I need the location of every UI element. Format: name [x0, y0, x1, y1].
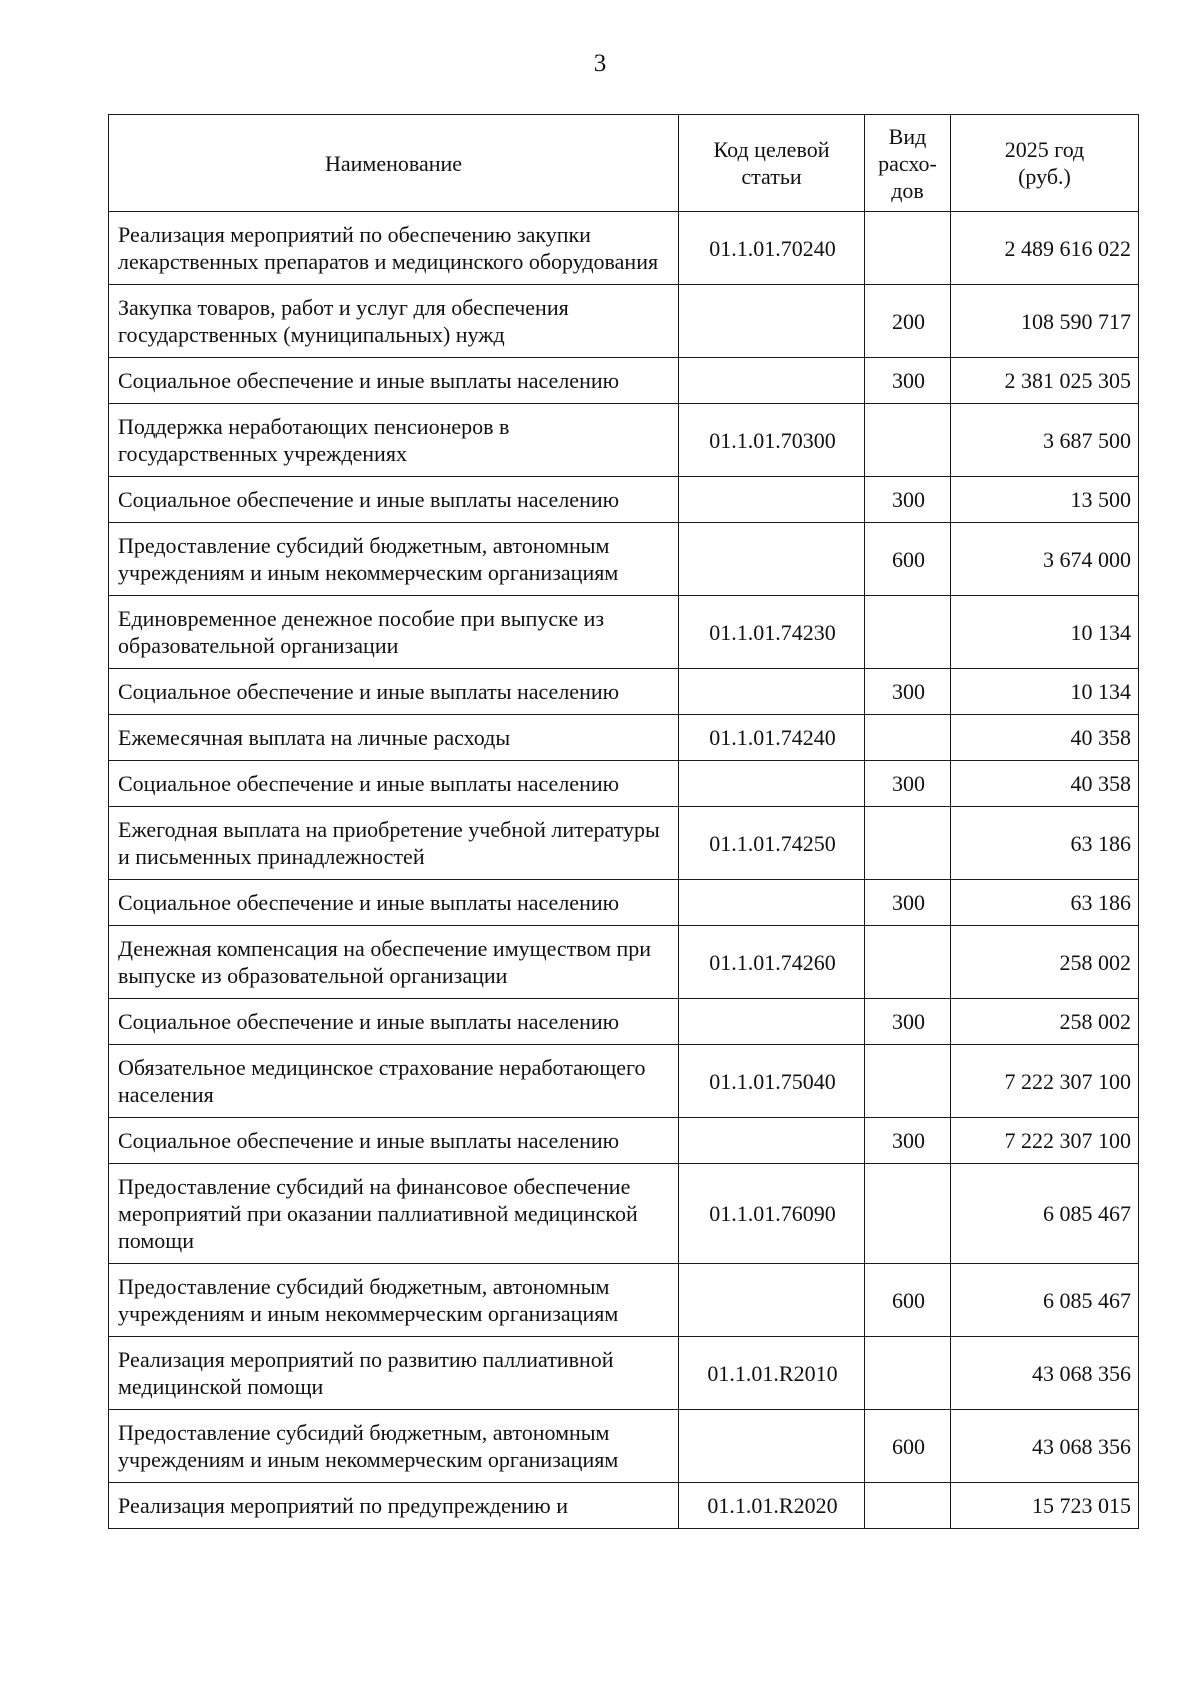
- row-name-cell: Реализация мероприятий по обеспечению закупки лекарственных препаратов и медицинского оборудования: [109, 212, 679, 285]
- row-code-cell: [679, 1264, 865, 1337]
- row-name-cell: Единовременное денежное пособие при выпуске из образовательной организации: [109, 596, 679, 669]
- row-code-cell: [679, 477, 865, 523]
- row-name-cell: Социальное обеспечение и иные выплаты населению: [109, 1118, 679, 1164]
- table-body: [109, 212, 1139, 1529]
- row-name-cell: Ежегодная выплата на приобретение учебной литературы и письменных принадлежностей: [109, 807, 679, 880]
- row-name-cell: Реализация мероприятий по развитию паллиативной медицинской помощи: [109, 1337, 679, 1410]
- row-code-cell: 01.1.01.74250: [679, 807, 865, 880]
- row-code-cell: 01.1.01.R2020: [679, 1483, 865, 1529]
- row-type-cell: [865, 596, 951, 669]
- table-row: [109, 807, 1139, 880]
- table-row: [109, 1410, 1139, 1483]
- row-sum-cell: 40 358: [951, 761, 1139, 807]
- row-code-cell: 01.1.01.70240: [679, 212, 865, 285]
- row-name-cell: Денежная компенсация на обеспечение имуществом при выпуске из образовательной организации: [109, 926, 679, 999]
- table-row: [109, 669, 1139, 715]
- budget-table: [108, 114, 1139, 1529]
- row-sum-cell: 258 002: [951, 926, 1139, 999]
- row-type-cell: 300: [865, 358, 951, 404]
- row-code-cell: [679, 1118, 865, 1164]
- header-name: Наименование: [109, 115, 679, 212]
- row-name-cell: Предоставление субсидий бюджетным, автономным учреждениям и иным некоммерческим организациям: [109, 523, 679, 596]
- row-type-cell: [865, 404, 951, 477]
- row-sum-cell: 10 134: [951, 669, 1139, 715]
- row-type-cell: 600: [865, 523, 951, 596]
- row-code-cell: 01.1.01.70300: [679, 404, 865, 477]
- row-type-cell: [865, 926, 951, 999]
- table-row: [109, 477, 1139, 523]
- row-type-cell: [865, 1483, 951, 1529]
- row-type-cell: 300: [865, 880, 951, 926]
- row-type-cell: 300: [865, 761, 951, 807]
- table-row: [109, 715, 1139, 761]
- row-sum-cell: 3 674 000: [951, 523, 1139, 596]
- row-name-cell: Предоставление субсидий на финансовое обеспечение мероприятий при оказании паллиативной медицинской помощи: [109, 1164, 679, 1264]
- row-sum-cell: 6 085 467: [951, 1264, 1139, 1337]
- row-type-cell: [865, 212, 951, 285]
- table-header-row: [109, 115, 1139, 212]
- row-code-cell: [679, 880, 865, 926]
- row-sum-cell: 13 500: [951, 477, 1139, 523]
- row-sum-cell: 63 186: [951, 880, 1139, 926]
- row-code-cell: 01.1.01.74230: [679, 596, 865, 669]
- row-type-cell: [865, 1337, 951, 1410]
- table-row: [109, 523, 1139, 596]
- table-row: [109, 212, 1139, 285]
- table-row: [109, 761, 1139, 807]
- row-code-cell: [679, 358, 865, 404]
- table-row: [109, 1337, 1139, 1410]
- row-code-cell: [679, 999, 865, 1045]
- table-row: [109, 404, 1139, 477]
- row-sum-cell: 43 068 356: [951, 1410, 1139, 1483]
- row-code-cell: 01.1.01.75040: [679, 1045, 865, 1118]
- table-row: [109, 358, 1139, 404]
- row-name-cell: Обязательное медицинское страхование неработающего населения: [109, 1045, 679, 1118]
- header-year: 2025 год (руб.): [951, 115, 1139, 212]
- row-sum-cell: 43 068 356: [951, 1337, 1139, 1410]
- row-sum-cell: 2 381 025 305: [951, 358, 1139, 404]
- row-type-cell: 300: [865, 669, 951, 715]
- row-sum-cell: 7 222 307 100: [951, 1118, 1139, 1164]
- row-type-cell: 200: [865, 285, 951, 358]
- header-code: Код целевой статьи: [679, 115, 865, 212]
- table-row: [109, 999, 1139, 1045]
- page-number: 3: [593, 50, 607, 77]
- row-type-cell: 300: [865, 477, 951, 523]
- row-type-cell: [865, 1164, 951, 1264]
- row-type-cell: 300: [865, 1118, 951, 1164]
- table-row: [109, 596, 1139, 669]
- table-row: [109, 926, 1139, 999]
- row-type-cell: 600: [865, 1264, 951, 1337]
- row-code-cell: [679, 523, 865, 596]
- row-name-cell: Социальное обеспечение и иные выплаты населению: [109, 880, 679, 926]
- row-name-cell: Закупка товаров, работ и услуг для обеспечения государственных (муниципальных) нужд: [109, 285, 679, 358]
- table-row: [109, 285, 1139, 358]
- table-row: [109, 1264, 1139, 1337]
- row-name-cell: Социальное обеспечение и иные выплаты населению: [109, 761, 679, 807]
- row-sum-cell: 2 489 616 022: [951, 212, 1139, 285]
- row-sum-cell: 63 186: [951, 807, 1139, 880]
- row-type-cell: 300: [865, 999, 951, 1045]
- table-row: [109, 1118, 1139, 1164]
- row-name-cell: Социальное обеспечение и иные выплаты населению: [109, 358, 679, 404]
- row-name-cell: Предоставление субсидий бюджетным, автономным учреждениям и иным некоммерческим организациям: [109, 1410, 679, 1483]
- row-sum-cell: 6 085 467: [951, 1164, 1139, 1264]
- row-name-cell: Ежемесячная выплата на личные расходы: [109, 715, 679, 761]
- row-type-cell: [865, 715, 951, 761]
- row-sum-cell: 108 590 717: [951, 285, 1139, 358]
- row-name-cell: Социальное обеспечение и иные выплаты населению: [109, 999, 679, 1045]
- row-sum-cell: 40 358: [951, 715, 1139, 761]
- table-row: [109, 1164, 1139, 1264]
- table-row: [109, 1045, 1139, 1118]
- row-code-cell: [679, 761, 865, 807]
- row-sum-cell: 3 687 500: [951, 404, 1139, 477]
- row-code-cell: 01.1.01.76090: [679, 1164, 865, 1264]
- row-type-cell: [865, 807, 951, 880]
- row-code-cell: 01.1.01.74260: [679, 926, 865, 999]
- header-type: Вид расхо-дов: [865, 115, 951, 212]
- row-name-cell: Предоставление субсидий бюджетным, автономным учреждениям и иным некоммерческим организациям: [109, 1264, 679, 1337]
- row-name-cell: Социальное обеспечение и иные выплаты населению: [109, 669, 679, 715]
- row-sum-cell: 15 723 015: [951, 1483, 1139, 1529]
- table-row: [109, 1483, 1139, 1529]
- row-sum-cell: 258 002: [951, 999, 1139, 1045]
- row-code-cell: 01.1.01.R2010: [679, 1337, 865, 1410]
- row-code-cell: [679, 285, 865, 358]
- table-row: [109, 880, 1139, 926]
- row-code-cell: [679, 1410, 865, 1483]
- row-type-cell: [865, 1045, 951, 1118]
- row-code-cell: 01.1.01.74240: [679, 715, 865, 761]
- row-name-cell: Поддержка неработающих пенсионеров в государственных учреждениях: [109, 404, 679, 477]
- row-sum-cell: 7 222 307 100: [951, 1045, 1139, 1118]
- row-name-cell: Социальное обеспечение и иные выплаты населению: [109, 477, 679, 523]
- row-code-cell: [679, 669, 865, 715]
- row-type-cell: 600: [865, 1410, 951, 1483]
- row-name-cell: Реализация мероприятий по предупреждению и: [109, 1483, 679, 1529]
- row-sum-cell: 10 134: [951, 596, 1139, 669]
